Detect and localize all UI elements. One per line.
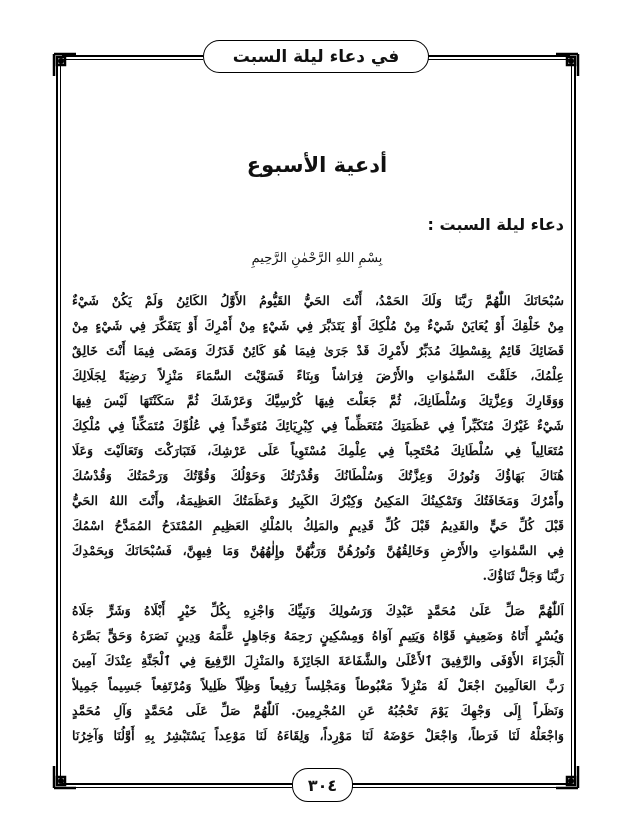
frame-top-left-line-inner — [62, 59, 203, 60]
text-line: فِي السَّمٰوَاتِ والأَرْضِ وَخَالِقُهُنَّ وَنُورُهُنَّ وَرَبُّهُنَّ وإِلٰهُهُنَّ وَمَا فِيهِنَّ، فَسُبْحَانَكَ وَبِحَمْدِكَ — [72, 543, 564, 558]
page-number: ٣٠٤ — [292, 768, 353, 802]
corner-ornament-icon — [52, 52, 78, 78]
paragraph-1 — [72, 288, 564, 588]
corner-ornament-icon — [52, 764, 78, 790]
text-line: عِلْمُكَ، خَلَقْتَ السَّمٰوَاتِ والأَرْضَ فِرَاشاً وَبِنَاءً فَسَوَّيْتَ السَّمَاءَ مَنْزِلاً رَضِيَةً لِجَلَالِكَ — [72, 368, 564, 383]
text-line: وَوَقَارِكَ وَعِزَّتِكَ وَسُلْطَانِكَ، ثُمَّ جَعَلْتَ فِيهَا كُرْسِيَّكَ وَعَرْشَكَ ثُمَّ سَكَنْتَهَا لَيْسَ فِيهَا — [72, 393, 564, 408]
text-line: اَللّٰهُمَّ صَلِّ عَلَىٰ مُحَمَّدٍ عَبْدِكَ وَرَسُولِكَ وَنَبِيِّكَ وَاجْزِهِ بِكُلِّ خَيْرٍ أَبْلَاهُ وَشَرٍّ جَلَاهُ — [72, 603, 564, 618]
text-line: وَاجْعَلْهُ لَنَا فَرَطاً، وَاجْعَلْ حَوْضَهُ لَنَا مَوْرِداً، وَلِقَاءَهُ لَنَا مَوْعِداً يَسْتَبْشِرُ بِهِ أَوَّلُنَا وَآخِرُنَا — [72, 728, 564, 743]
basmala: بِسْمِ اللهِ الرَّحْمٰنِ الرَّحِيمِ — [251, 251, 383, 266]
text-line: قَبْلَ كُلِّ حَيٍّ والقَدِيمُ قَبْلَ كُلِّ قَدِيمٍ والمَلِكُ بالمُلْكِ العَظِيمِ المُمْتَدَحُ المُمَدَّحُ اسْمُكَ — [72, 518, 564, 533]
paragraph-2 — [72, 598, 564, 748]
frame-bottom-left-line — [62, 783, 292, 785]
text-line: سُبْحَانَكَ اللّٰهُمَّ رَبَّنَا وَلَكَ الحَمْدُ، أَنْتَ الحَيُّ القَيُّومُ الأَوَّلُ الكَائِنُ وَلَمْ يَكُنْ شَيْءٌ — [72, 293, 564, 308]
frame-top-left-line — [62, 55, 203, 57]
text-line: رَبَّ العَالَمِينَ اجْعَلْ لَهُ مَنْزِلاً مَغْبُوطاً وَمَجْلِساً رَفِيعاً وَظِلّاً ظَلِيلاً وَمُرْتَفِعاً جَسِيماً جَمِيلاً — [72, 678, 564, 693]
corner-ornament-icon — [554, 52, 580, 78]
text-line: اَلْجَزَاءَ الأَوْفَى والرَّفِيقَ ٱلأَعْلَىٰ والشَّفَاعَةَ الجَائِزَةَ والمَنْزِلَ الرَّفِيعَ فِي ٱلْجَنَّةِ عِنْدَكَ آمِينَ — [72, 653, 564, 668]
text-line: رَبَّنَا وَجَلَّ ثَنَاؤُكَ. — [482, 568, 564, 583]
text-line: قَضَائِكَ قَائِمٌ بِقِسْطِكَ مُدَبِّرٌ لأَمْرِكَ قَدْ جَرَىٰ فِيمَا هُوَ كَائِنٌ قَدَرُكَ وَمَضَى فِيمَا أَنْتَ خَالِقٌ — [72, 343, 564, 358]
text-line: وَنَظَراً إِلَى وَجْهِكَ يَوْمَ تَحْجُبُهُ عَنِ المُجْرِمِينَ. اَللّٰهُمَّ صَلِّ عَلَى مُحَمَّدٍ وَآلِ مُحَمَّدٍ — [72, 703, 564, 718]
section-title: دعاء ليلة السبت : — [427, 215, 564, 234]
frame-top-right-line-inner — [428, 59, 570, 60]
frame-bottom-right-line-inner — [351, 787, 571, 788]
page-title: أدعية الأسبوع — [246, 153, 388, 177]
frame-top-right-line — [428, 55, 570, 57]
text-line: وأَمْرُكَ وَمَخَافَتُكَ وَتَمْكِينُكَ المَكِينُ وَكِبْرُكَ الكَبِيرُ وَعَظَمَتُكَ العَظِيمَةُ، وأَنْتَ اللهُ الحَيُّ — [72, 493, 564, 508]
corner-ornament-icon — [554, 764, 580, 790]
text-line: مِنْ خَلْقِكَ أَوْ يُعَايَنْ شَيْءٌ مِنْ مُلْكِكَ أَوْ يَتَدَبَّرَ فِي شَيْءٍ مِنْ أَمْرِكَ أَوْ يَتَفَكَّرَ فِي شَيْءٍ مِنْ — [72, 318, 564, 333]
text-line: وَيُسْرٍ أَتَاهُ وَضَعِيفٍ قَوَّاهُ وَيَتِيمٍ آوَاهُ وَمِسْكِينٍ رَحِمَهُ وَجَاهِلٍ عَلَّمَهُ وَدِينٍ نَصَرَهُ وَحَقٍّ بَصَّرَهُ — [72, 628, 564, 643]
text-line: مُتَعَالِياً فِي سُلْطَانِكَ مُحْتَجِباً فِي عِلْمِكَ مُسْتَوِياً عَلَى عَرْشِكَ، فَتَبَارَكْتَ وَتَعَالَيْتَ وَعَلَا — [72, 443, 564, 458]
running-title: في دعاء ليلة السبت — [203, 40, 429, 73]
frame-bottom-left-line-inner — [62, 787, 292, 788]
text-line: هُنَاكَ بَهَاؤُكَ وَنُورُكَ وَعِزَّتُكَ وَسُلْطَانُكَ وَقُدْرَتُكَ وَحَوْلُكَ وَقُوَّتُكَ وَرَحْمَتُكَ وَقُدْسُكَ — [72, 468, 564, 483]
text-line: شَيْءٌ غَيْرُكَ مُتَكَبِّراً فِي عَظَمَتِكَ مُتَعَظِّماً فِي كِبْرِيَائِكَ مُتَوَحِّداً فِي عُلُوِّكَ مُتَمَكِّناً فِي مُلْكِكَ — [72, 418, 564, 433]
frame-bottom-right-line — [351, 783, 571, 785]
